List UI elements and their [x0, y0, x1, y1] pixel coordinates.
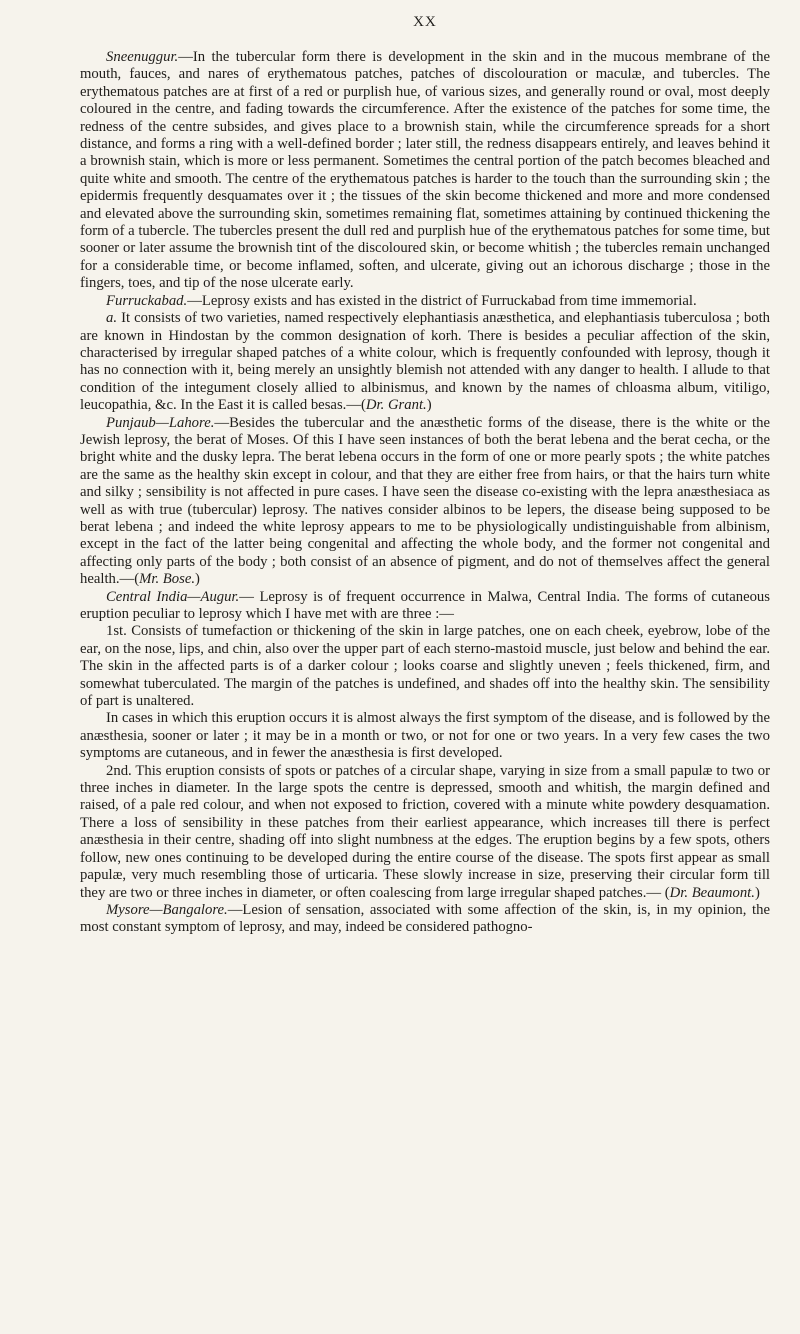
paragraph-punjaub — [80, 415, 770, 589]
paragraph-first-form — [80, 623, 770, 710]
paragraph-text: —In the tubercular form there is development in the skin and in the mucous membrane of the mouth, fauces, and nares of erythematous patches, patches of discolouration or maculæ, and tubercles. The erythematous patches are at first of a red or purplish hue, of various sizes, and generally round or oval, most deeply coloured in the centre, and fading towards the circumference. After the existence of the patches for some time, the redness of the centre subsides, and gives place to a brownish stain, while the circumference spreads for a short distance, and forms a ring with a well-defined border ; later still, the redness disappears entirely, and leaves behind it a brownish stain, which is more or less permanent. Sometimes the central portion of the patch becomes bleached and quite white and smooth. The centre of the erythematous patches is harder to the touch than the surrounding skin ; the epidermis frequently desquamates over it ; the tissues of the skin become thickened and more and more condensed and elevated above the surrounding skin, sometimes remaining flat, sometimes attaining by continued thickening the form of a tubercle. The tubercles present the dull red and purplish hue of the erythematous patches for some time, but sooner or later assume the brownish tint of the discoloured skin, or become whitish ; the tubercles remain unchanged for a considerable time, or become inflamed, soften, and ulcerate, giving out an ichorous discharge ; those in the fingers, toes, and tip of the nose ulcerate early. — [80, 49, 770, 292]
citation-close: ) — [426, 397, 432, 414]
section-heading: Central India—Augur. — [106, 588, 240, 605]
paragraph-furruckabad-a — [80, 310, 770, 414]
paragraph-text: —Lesion of sensation, associated with some affection of the skin, is, in my opinion, the most constant symptom of leprosy, and may, indeed be considered pathogno- — [80, 901, 770, 936]
paragraph-text: 1st. Consists of tumefaction or thickening of the skin in large patches, one on each cheek, eyebrow, lobe of the ear, on the nose, lips, and chin, also over the upper part of each sterno-mastoid muscle, just below and behind the ear. The skin in the affected parts is of a darker colour ; looks coarse and slightly uneven ; feels thickened, firm, and somewhat tuberculated. The margin of the patches is undefined, and shades off into the healthy skin. The sensibility of part is unaltered. — [80, 623, 770, 710]
paragraph-text: In cases in which this eruption occurs it is almost always the first symptom of the disease, and is followed by the anæsthesia, sooner or later ; it may be in a month or two, or not for one or two years. In a very few cases the two symptoms are cutaneous, and in fewer the anæsthesia is first developed. — [80, 710, 770, 762]
paragraph-text: 2nd. This eruption consists of spots or patches of a circular shape, varying in size from a small papulæ to two or three inches in diameter. In the large spots the centre is depressed, smooth and whitish, the margin defined and raised, of a pale red colour, and when not exposed to friction, covered with a minute white powdery desquamation. There a loss of sensibility in these patches from their earliest appearance, which increases till there is perfect anæsthesia in their centre, shading off into slight numbness at the edges. The eruption begins by a few spots, others follow, new ones continuing to be developed during the entire course of the disease. The spots first appear as small papulæ, very much resembling those of urticaria. These slowly increase in size, preserving their circular form till they are two or three inches in diameter, or often coalescing from large irregular shaped patches.— ( — [80, 762, 770, 901]
paragraph-central-india — [80, 589, 770, 624]
paragraph-furruckabad — [80, 293, 770, 310]
paragraph-text: —Besides the tubercular and the anæsthetic forms of the disease, there is the white or the Jewish leprosy, the berat of Moses. Of this I have seen instances of both the berat lebena and the berat cecha, or the bright white and the dusky lepra. The berat lebena occurs in the form of one or more pearly spots ; the white patches are the same as the healthy skin except in colour, and that they are either free from hairs, or that the hairs turn white and silky ; sensibility is not affected in pure cases. I have seen the disease co-existing with the lepra anæsthesiaca as well as with true (tubercular) leprosy. The natives consider albinos to be lepers, the disease being supposed to be berat lebena ; and indeed the white leprosy appears to me to be physiologically undistinguishable from albinism, except in the fact of the latter being congenital and affecting the whole body, and the former not congenital and affecting only parts of the body ; both consist of an absence of pigment, and do not of themselves affect the general health.—( — [80, 414, 770, 588]
paragraph-sneenuggur — [80, 49, 770, 293]
paragraph-second-form — [80, 763, 770, 902]
citation-author: Mr. Bose. — [139, 571, 196, 588]
page-folio: XX — [413, 14, 437, 30]
paragraph-text: —Leprosy exists and has existed in the district of Furruckabad from time immemorial. — [187, 292, 697, 309]
citation-author: Dr. Grant. — [365, 397, 427, 414]
section-heading: Sneenuggur. — [106, 49, 179, 65]
citation-author: Dr. Beaumont. — [669, 884, 755, 901]
section-heading: Punjaub—Lahore. — [106, 414, 215, 431]
paragraph-mysore — [80, 902, 770, 937]
citation-close: ) — [754, 884, 760, 901]
section-heading: Mysore—Bangalore. — [106, 901, 228, 918]
paragraph-text: — Leprosy is of frequent occurrence in Malwa, Central India. The forms of cutaneous eruption peculiar to leprosy which I have met with are three :— — [80, 588, 770, 622]
section-heading: Furruckabad. — [106, 292, 188, 309]
paragraph-text: It consists of two varieties, named respectively elephantiasis anæsthetica, and elephantiasis tuberculosa ; both are known in Hindostan by the common designation of korh. There is besides a peculiar affection of the skin, characterised by irregular shaped patches of a white colour, which is frequently confounded with leprosy, though it has no connection with it, being merely an unsightly blemish not attended with any danger to health. I allude to that condition of the integument closely allied to albinismus, and known by the names of chloasma album, vitiligo, leucopathia, &c. In the East it is called besas.—( — [80, 310, 770, 414]
paragraph-first-form-continued — [80, 710, 770, 762]
item-marker: a. — [106, 310, 118, 327]
citation-close: ) — [195, 571, 200, 588]
